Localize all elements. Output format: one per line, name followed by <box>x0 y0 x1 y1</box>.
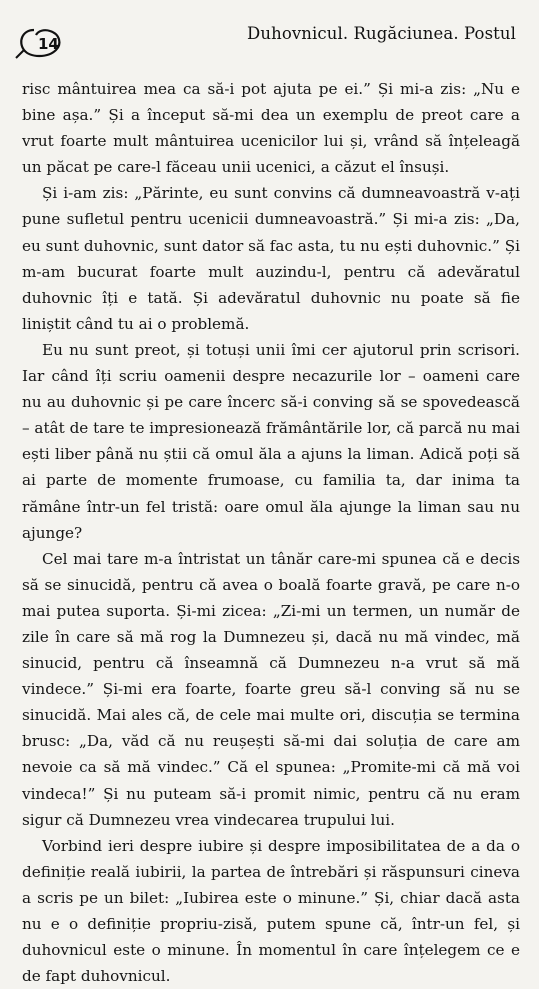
page-header <box>8 18 528 62</box>
paragraph: Și i-am zis: „Părinte, eu sunt convins că dumneavoastră v-ați pune sufletul pentru ucenicii dumneavoastră.” Și mi-a zis: „Da, eu sunt duhovnic, sunt dator să fac asta, tu nu ești duhovnic.” Și m-am bucurat foarte mult auzindu-l, pentru că adevăratul duhovnic îți e tată. Și adevăratul duhovnic nu poate să fie liniștit când tu ai o problemă. <box>22 184 520 333</box>
paragraph: Cel mai tare m-a întristat un tânăr care-mi spunea că e decis să se sinucidă, pentru că avea o boală foarte gravă, pe care n-o mai putea suporta. Și-mi zicea: „Zi-mi un termen, un număr de zile în care să mă rog la Dumnezeu și, dacă nu mă vindec, mă sinucid, pentru că înseamnă că Dumnezeu n-a vrut să mă vindece.” Și-mi era foarte, foarte greu să-l conving să nu se sinucidă. Mai ales că, de cele mai multe ori, discuția se termina brusc: „Da, văd că nu reușești să-mi dai soluția de care am nevoie ca să mă vindec.” Că el spunea: „Promite-mi că mă voi vindeca!” Și nu puteam să-i promit nimic, pentru că nu eram sigur că Dumnezeu vrea vindecarea trupului lui. <box>22 549 520 829</box>
page-number-ornament <box>14 22 74 62</box>
paragraph: risc mântuirea mea ca să-i pot ajuta pe ei.” Și mi-a zis: „Nu e bine așa.” Și a început să-mi dea un exemplu de preot care a vrut foarte mult mântuirea ucenicilor lui și, vrând să înțeleagă un păcat pe care-l făceau unii ucenici, a căzut el însuși. <box>22 80 520 177</box>
page-number: 14 <box>38 35 59 53</box>
body-text <box>22 76 520 989</box>
running-title: Duhovnicul. Rugăciunea. Postul <box>247 24 516 43</box>
paragraph: Vorbind ieri despre iubire și despre imposibilitatea de a da o definiție reală iubirii, la partea de întrebări și răspunsuri cineva a scris pe un bilet: „Iubirea este o minune.” Și, chiar dacă asta nu e o definiție propriu-zisă, putem spune că, într-un fel, și duhovnicul este o minune. În momentul în care înțelegem ce e de fapt duhovnicul. <box>22 836 520 986</box>
paragraph: Eu nu sunt preot, și totuși unii îmi cer ajutorul prin scrisori. Iar când îți scriu oamenii despre necazurile lor – oameni care nu au duhovnic și pe care încerc să-i conving să se spovedească – atât de tare te impresionează frământările lor, că parcă nu mai ești liber până nu știi că omul ăla a ajuns la liman. Adică poți să ai parte de momente frumoase, cu familia ta, dar inima ta rămâne într-un fel tristă: oare omul ăla ajunge la liman sau nu ajunge? <box>22 340 520 542</box>
